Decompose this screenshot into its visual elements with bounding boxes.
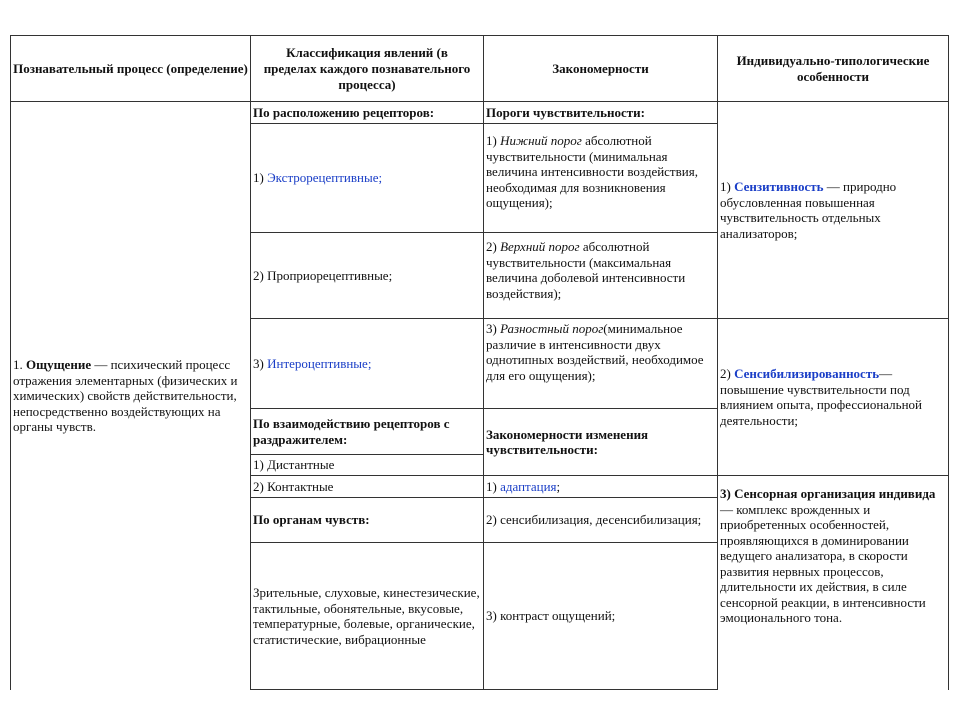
adaptation-link[interactable]: адаптация [500, 478, 557, 494]
lower-threshold [484, 124, 717, 232]
sensory-organization-text: — комплекс врожденных и приобретенных особенностей, проявляющихся в доминировании ведущего анализатора, в скорости развития нервных процессов, длительности их действия, в силе сенсорной реакции, в интенсивности эмоционального тона. [720, 501, 926, 625]
header-patterns [484, 36, 717, 101]
sensitivity-link[interactable]: Сензитивность [734, 179, 824, 194]
interoceptive-link[interactable]: Интероцептивные [267, 355, 368, 371]
upper-threshold [484, 233, 717, 318]
process-definition [13, 357, 248, 435]
sensibilization-item [484, 498, 717, 542]
lower-threshold-name: Нижний порог [500, 133, 582, 148]
difference-threshold-name: Разностный порог [500, 321, 604, 336]
difference-threshold-text: (минимальное различие в интенсивности двух однотипных воздействий, необходимое для его ощущения); [486, 321, 704, 383]
classification-by-organs-heading [251, 498, 483, 542]
adaptation-punct: ; [556, 478, 561, 494]
contrast-item [484, 543, 717, 689]
process-definition-cell [11, 102, 250, 690]
classification-item-proprioceptive [251, 233, 483, 318]
header-cognitive-process [11, 36, 250, 101]
exteroceptive-punct: ; [378, 170, 383, 186]
classification-contact-text: 2) Контактные [253, 478, 334, 494]
process-name: Ощущение [26, 357, 92, 373]
proprioceptive-text: 2) Проприорецептивные; [253, 267, 393, 283]
upper-threshold-number: 2) [486, 239, 501, 254]
feature-sensitivity-number: 1) [720, 179, 735, 194]
classification-organs-list [251, 543, 483, 689]
adaptation-item [484, 476, 717, 497]
header-individual-features-text: Индивидуально-типологические особенности [736, 52, 930, 84]
sensitivity-changes-heading-text: Закономерности изменения чувствительности: [486, 426, 649, 457]
header-patterns-text: Закономерности [552, 60, 649, 76]
classification-organs-list-text: Зрительные, слуховые, кинестезические, тактильные, обонятельные, вкусовые, температурные, болевые, органические, статистические, вибрационные [253, 585, 480, 647]
contrast-text: 3) контраст ощущений; [486, 608, 616, 624]
classification-by-location-heading [251, 102, 483, 123]
exteroceptive-link[interactable]: Экстрорецептивные [267, 170, 379, 186]
thresholds-heading-text: Пороги чувствительности: [486, 104, 645, 120]
interoceptive-punct: ; [367, 355, 372, 371]
classification-item-exteroceptive [251, 124, 483, 232]
feature-sensibilization-number: 2) [720, 366, 735, 381]
header-classification [251, 36, 483, 101]
feature-sensibilization [718, 319, 948, 475]
interoceptive-number: 3) [253, 355, 268, 371]
sensibilization-text: 2) сенсибилизация, десенсибилизация; [486, 512, 702, 528]
classification-distant [251, 455, 483, 475]
sensory-organization-name: 3) Сенсорная организация индивида [720, 486, 936, 501]
classification-contact [251, 476, 483, 497]
header-classification-text: Классификация явлений (в пределах каждого познавательного процесса) [263, 44, 471, 92]
thresholds-heading [484, 102, 717, 123]
sensibilization-link[interactable]: Сенсибилизированность [734, 366, 880, 381]
adaptation-number: 1) [486, 478, 501, 494]
difference-threshold-number: 3) [486, 321, 501, 336]
feature-sensitivity [718, 102, 948, 318]
classification-by-interaction-heading [251, 409, 483, 454]
upper-threshold-text: абсолютной чувствительности (максимальная величина доболевой интенсивности воздействия); [486, 239, 686, 301]
process-number: 1. [13, 357, 26, 373]
classification-by-location-heading-text: По расположению рецепторов: [253, 104, 435, 120]
classification-distant-text: 1) Дистантные [253, 457, 335, 473]
classification-item-interoceptive [251, 319, 483, 408]
feature-sensibilization-text: — повышение чувствительности под влиянием опыта, профессиональной деятельности; [720, 366, 922, 428]
feature-sensory-organization [718, 476, 948, 690]
exteroceptive-number: 1) [253, 170, 268, 186]
header-individual-features [718, 36, 948, 101]
process-definition-text: — психический процесс отражения элементарных (физических и химических) свойств действительности, непосредственно воздействующих на органы чувств. [13, 357, 238, 435]
upper-threshold-name: Верхний порог [500, 239, 580, 254]
lower-threshold-number: 1) [486, 133, 501, 148]
feature-sensitivity-text: — природно обусловленная повышенная чувствительность отдельных анализаторов; [720, 179, 897, 241]
classification-by-interaction-heading-text: По взаимодействию рецепторов с раздражителем: [253, 416, 450, 447]
classification-by-organs-heading-text: По органам чувств: [253, 512, 370, 528]
header-cognitive-process-text: Познавательный процесс (определение) [13, 60, 248, 76]
difference-threshold [484, 319, 717, 408]
table-right-border [948, 35, 949, 690]
sensitivity-changes-heading [484, 409, 717, 475]
lower-threshold-text: абсолютной чувствительности (минимальная величина интенсивности воздействия, необходимая для возникновения ощущения); [486, 133, 698, 210]
